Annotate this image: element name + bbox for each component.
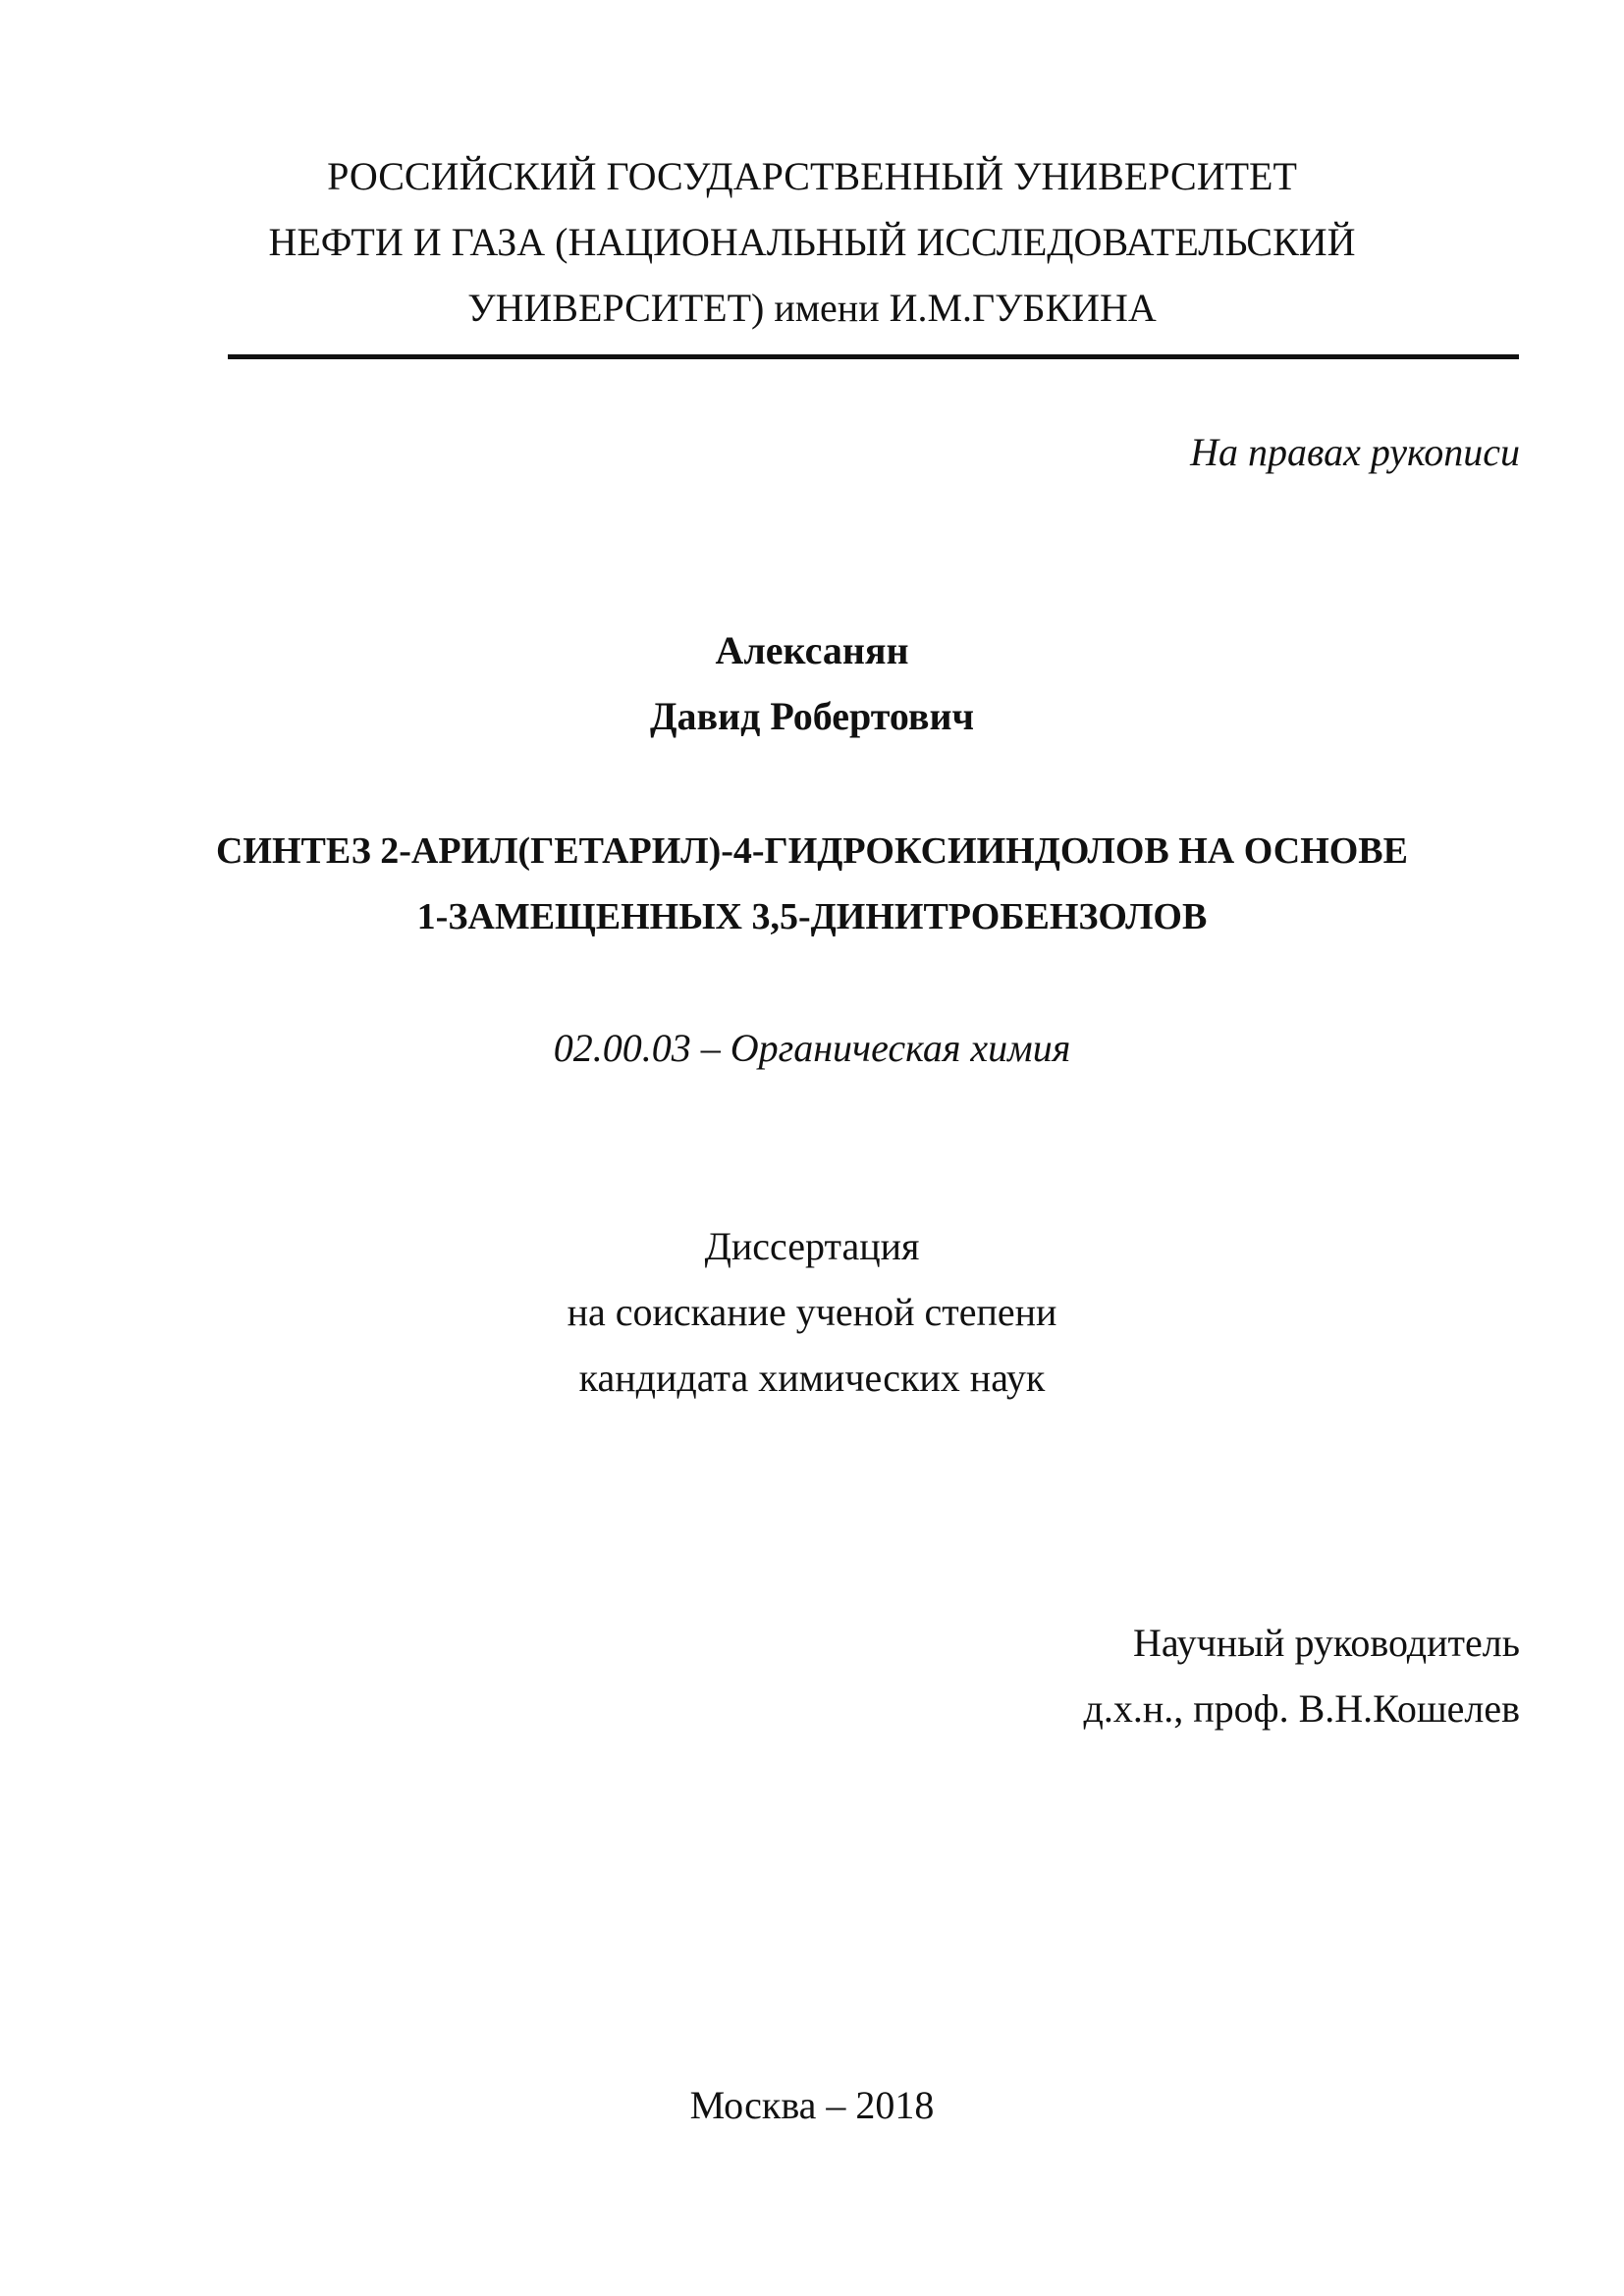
institution-line-1: РОССИЙСКИЙ ГОСУДАРСТВЕННЫЙ УНИВЕРСИТЕТ <box>327 154 1297 198</box>
place-year: Москва – 2018 <box>689 2083 935 2127</box>
institution-line-3: УНИВЕРСИТЕТ) имени И.М.ГУБКИНА <box>467 286 1157 330</box>
degree-line-3: кандидата химических наук <box>578 1356 1046 1400</box>
dissertation-title-line-1: СИНТЕЗ 2-АРИЛ(ГЕТАРИЛ)-4-ГИДРОКСИИНДОЛОВ НА ОСНОВЕ <box>215 830 1408 872</box>
supervisor-name: д.х.н., проф. В.Н.Кошелев <box>1083 1686 1520 1731</box>
degree-line-1: Диссертация <box>704 1224 920 1268</box>
manuscript-note: На правах рукописи <box>1190 430 1520 474</box>
supervisor-label: Научный руководитель <box>1133 1621 1520 1665</box>
specialty: 02.00.03 – Органическая химия <box>553 1026 1071 1070</box>
degree-line-2: на соискание ученой степени <box>567 1290 1057 1334</box>
institution-line-2: НЕФТИ И ГАЗА (НАЦИОНАЛЬНЫЙ ИССЛЕДОВАТЕЛЬСКИЙ <box>268 220 1356 264</box>
dissertation-title-line-2: 1-ЗАМЕЩЕННЫХ 3,5-ДИНИТРОБЕНЗОЛОВ <box>416 896 1208 937</box>
author-surname: Алексанян <box>715 628 909 672</box>
header-divider <box>228 354 1519 359</box>
author-given-names: Давид Робертович <box>649 694 975 738</box>
